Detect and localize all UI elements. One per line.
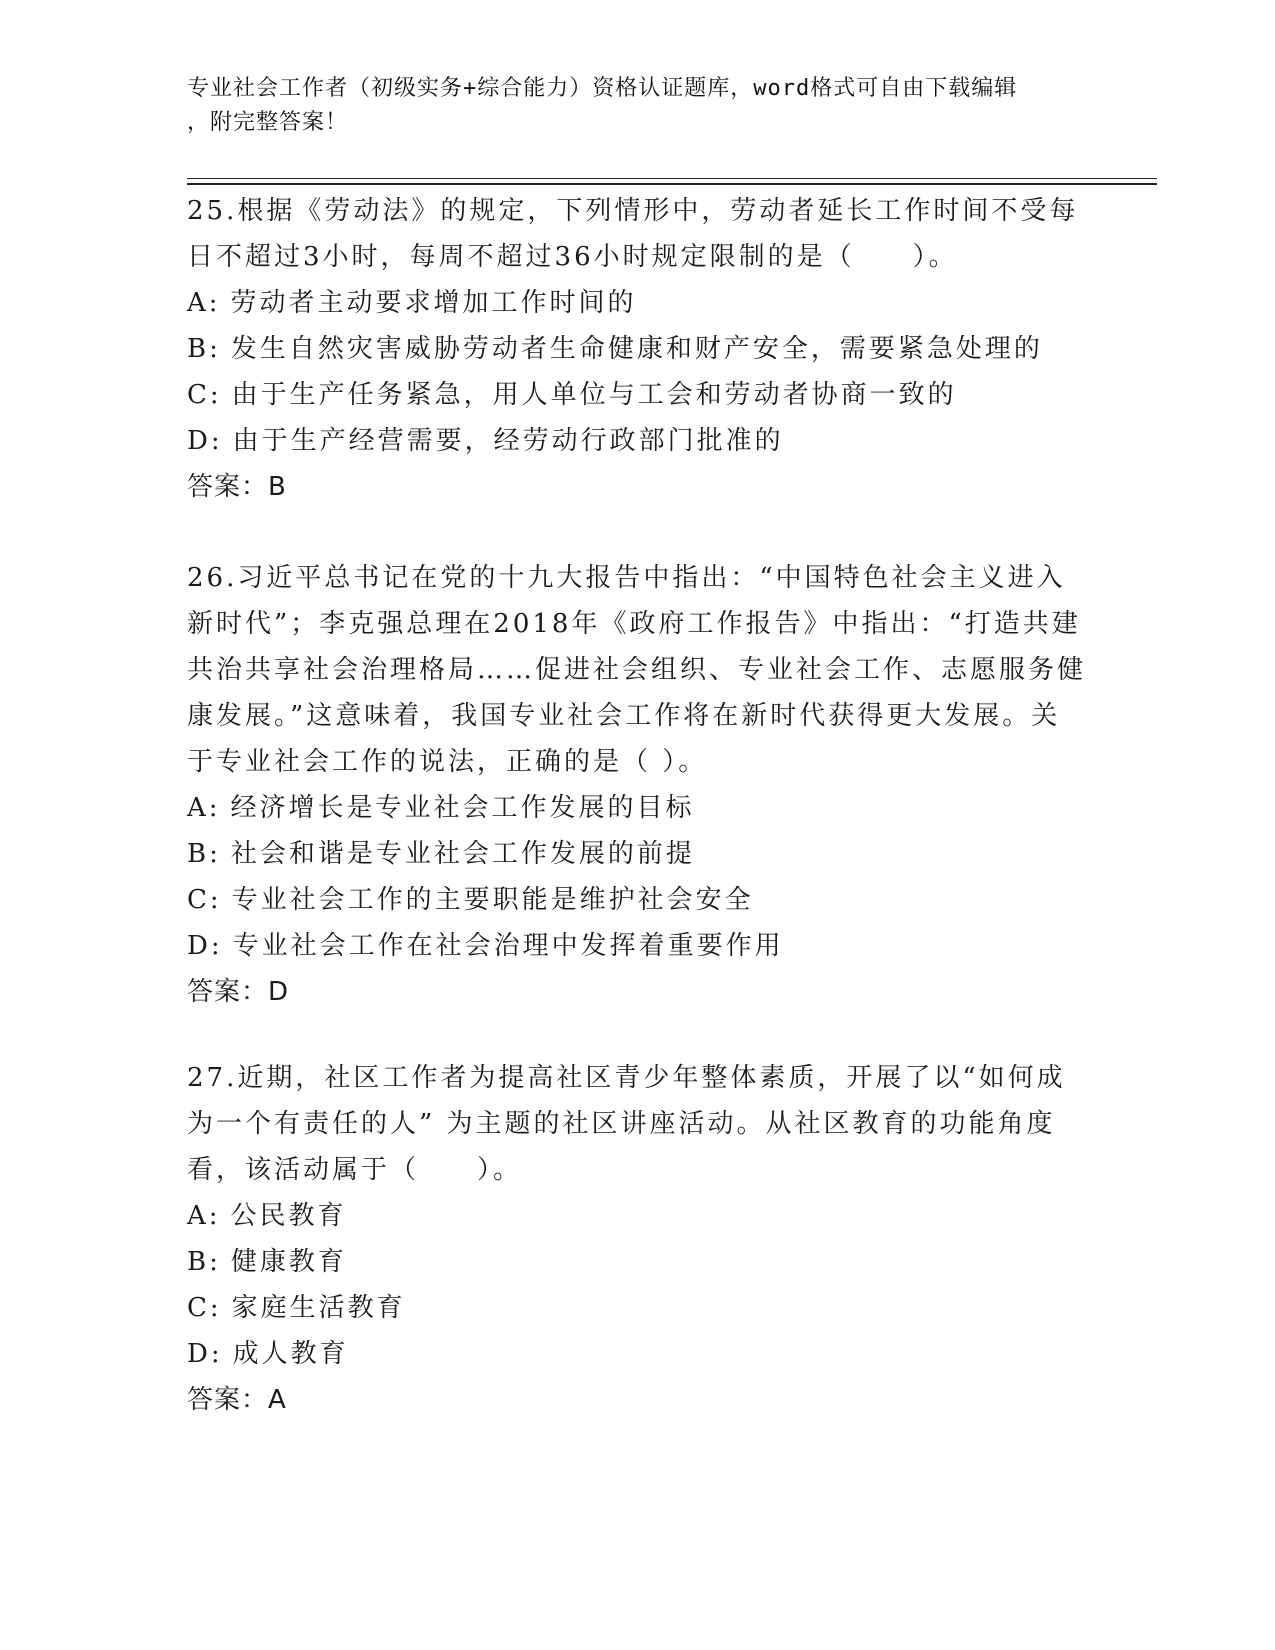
option-c (187, 877, 1087, 923)
option-text: 专业社会工作在社会治理中发挥着重要作用 (232, 931, 784, 961)
header-title-line-2: ，附完整答案！ (187, 110, 349, 135)
question-block (187, 555, 1087, 1015)
document-header (187, 72, 1087, 140)
option-d (187, 1331, 1087, 1377)
question-stem: 26.习近平总书记在党的十九大报告中指出：“中国特色社会主义进入新时代”；李克强总理在2018年《政府工作报告》中指出：“打造共建共治共享社会治理格局……促进社会组织、专业社会工作、志愿服务健康发展。”这意味着，我国专业社会工作将在新时代获得更大发展。关于专业社会工作的说法，正确的是（ ）。 (187, 563, 1087, 777)
option-text: 由于生产任务紧急，用人单位与工会和劳动者协商一致的 (231, 380, 957, 410)
answer-line: 答案：B (187, 472, 287, 502)
option-key: B: (187, 1247, 221, 1277)
option-c (187, 1285, 1087, 1331)
answer-line: 答案：A (187, 1385, 287, 1415)
option-b (187, 831, 1087, 877)
option-text: 成人教育 (232, 1339, 349, 1369)
option-key: C: (187, 885, 222, 915)
option-key: B: (187, 839, 221, 869)
option-key: A: (187, 1201, 221, 1231)
option-a (187, 280, 1087, 326)
option-b (187, 326, 1087, 372)
option-text: 家庭生活教育 (231, 1293, 406, 1323)
option-key: D: (187, 931, 223, 961)
question-stem: 25.根据《劳动法》的规定，下列情形中，劳动者延长工作时间不受每日不超过3小时，每周不超过36小时规定限制的是（ ）。 (187, 196, 1079, 272)
question-stem: 27.近期，社区工作者为提高社区青少年整体素质，开展了以“如何成为一个有责任的人” 为主题的社区讲座活动。从社区教育的功能角度看，该活动属于（ ）。 (187, 1063, 1066, 1185)
option-d (187, 923, 1087, 969)
option-text: 公民教育 (230, 1201, 347, 1231)
question-block (187, 188, 1087, 510)
answer-line: 答案：D (187, 977, 290, 1007)
option-key: C: (187, 1293, 222, 1323)
option-key: A: (187, 793, 221, 823)
header-divider-thick (187, 183, 1157, 185)
option-key: D: (187, 1339, 223, 1369)
header-divider-thin (187, 178, 1157, 179)
option-text: 专业社会工作的主要职能是维护社会安全 (231, 885, 754, 915)
question-block (187, 1055, 1087, 1423)
option-key: B: (187, 334, 221, 364)
option-text: 劳动者主动要求增加工作时间的 (230, 288, 637, 318)
option-a (187, 1193, 1087, 1239)
header-title-line-1: 专业社会工作者（初级实务+综合能力）资格认证题库，word格式可自由下载编辑 (187, 76, 1018, 101)
option-text: 由于生产经营需要，经劳动行政部门批准的 (232, 426, 784, 456)
option-key: A: (187, 288, 221, 318)
option-key: C: (187, 380, 222, 410)
option-d (187, 418, 1087, 464)
option-text: 社会和谐是专业社会工作发展的前提 (230, 839, 695, 869)
option-c (187, 372, 1087, 418)
option-text: 健康教育 (230, 1247, 347, 1277)
option-key: D: (187, 426, 223, 456)
option-text: 经济增长是专业社会工作发展的目标 (230, 793, 695, 823)
option-text: 发生自然灾害威胁劳动者生命健康和财产安全，需要紧急处理的 (230, 334, 1043, 364)
option-a (187, 785, 1087, 831)
option-b (187, 1239, 1087, 1285)
